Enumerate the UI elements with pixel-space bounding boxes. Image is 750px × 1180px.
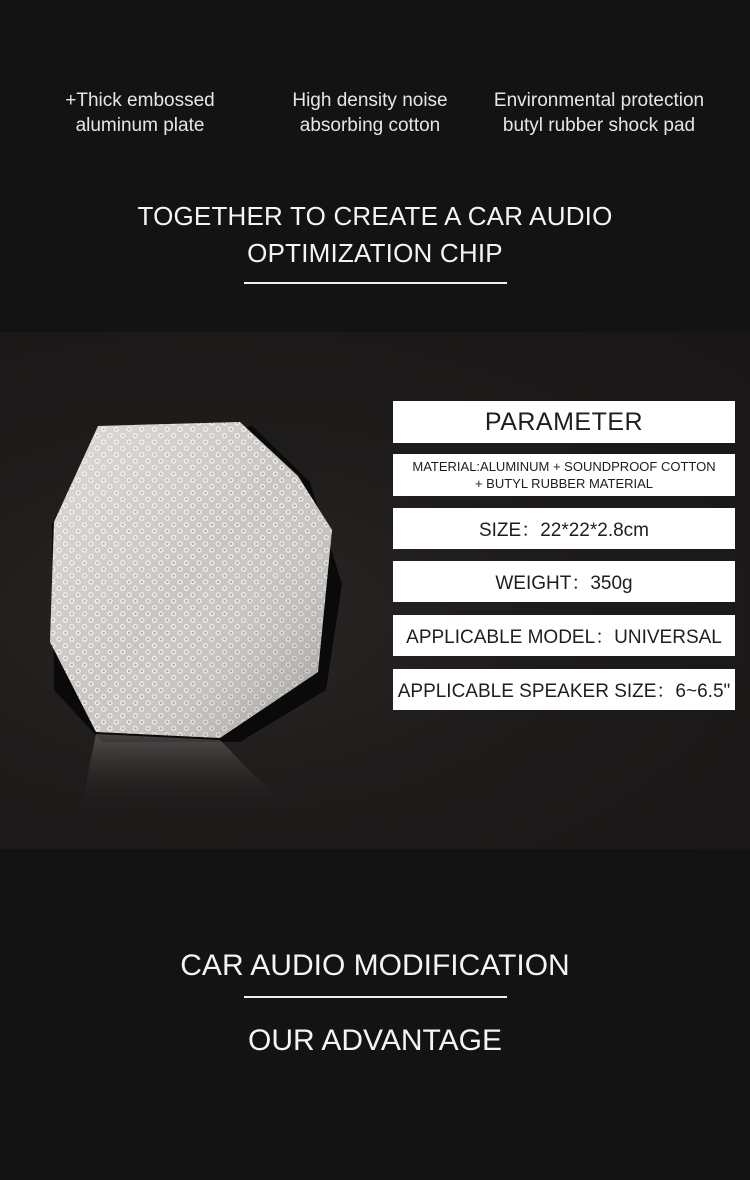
parameter-heading-text: PARAMETER (484, 407, 644, 436)
material-line: + BUTYL RUBBER MATERIAL (474, 476, 654, 491)
parameter-model (393, 615, 735, 656)
octagon-panel-image (40, 372, 360, 832)
size-text: SIZE：22*22*2.8cm (478, 520, 650, 541)
parameter-weight (393, 561, 735, 602)
feature-list (0, 88, 750, 148)
material-line: MATERIAL:ALUMINUM + SOUNDPROOF COTTON (412, 459, 716, 474)
headline-line: TOGETHER TO CREATE A CAR AUDIO (137, 201, 613, 231)
feature-line: Environmental protection (493, 90, 705, 111)
feature-line: +Thick embossed (65, 90, 215, 111)
parameter-material (393, 454, 735, 496)
feature-line: High density noise (292, 90, 448, 111)
feature-noise-cotton (270, 88, 470, 138)
model-text: APPLICABLE MODEL：UNIVERSAL (406, 627, 722, 648)
feature-line: aluminum plate (75, 115, 205, 136)
advantage-divider (244, 996, 507, 998)
feature-line: butyl rubber shock pad (502, 115, 696, 136)
bottom-section (0, 849, 750, 1180)
feature-line: absorbing cotton (299, 115, 441, 136)
parameter-speaker-size (393, 669, 735, 710)
advantage-subtitle: OUR ADVANTAGE (248, 1024, 502, 1057)
parameter-heading (393, 401, 735, 443)
feature-aluminum-plate (40, 88, 240, 138)
advantage-title: CAR AUDIO MODIFICATION (180, 949, 570, 982)
headline-line: OPTIMIZATION CHIP (247, 238, 503, 268)
headline-divider (244, 282, 507, 284)
feature-butyl-pad (478, 88, 720, 138)
headline (100, 198, 650, 272)
weight-text: WEIGHT：350g (495, 573, 633, 594)
parameter-size (393, 508, 735, 549)
speaker-size-text: APPLICABLE SPEAKER SIZE：6~6.5" (397, 681, 731, 702)
